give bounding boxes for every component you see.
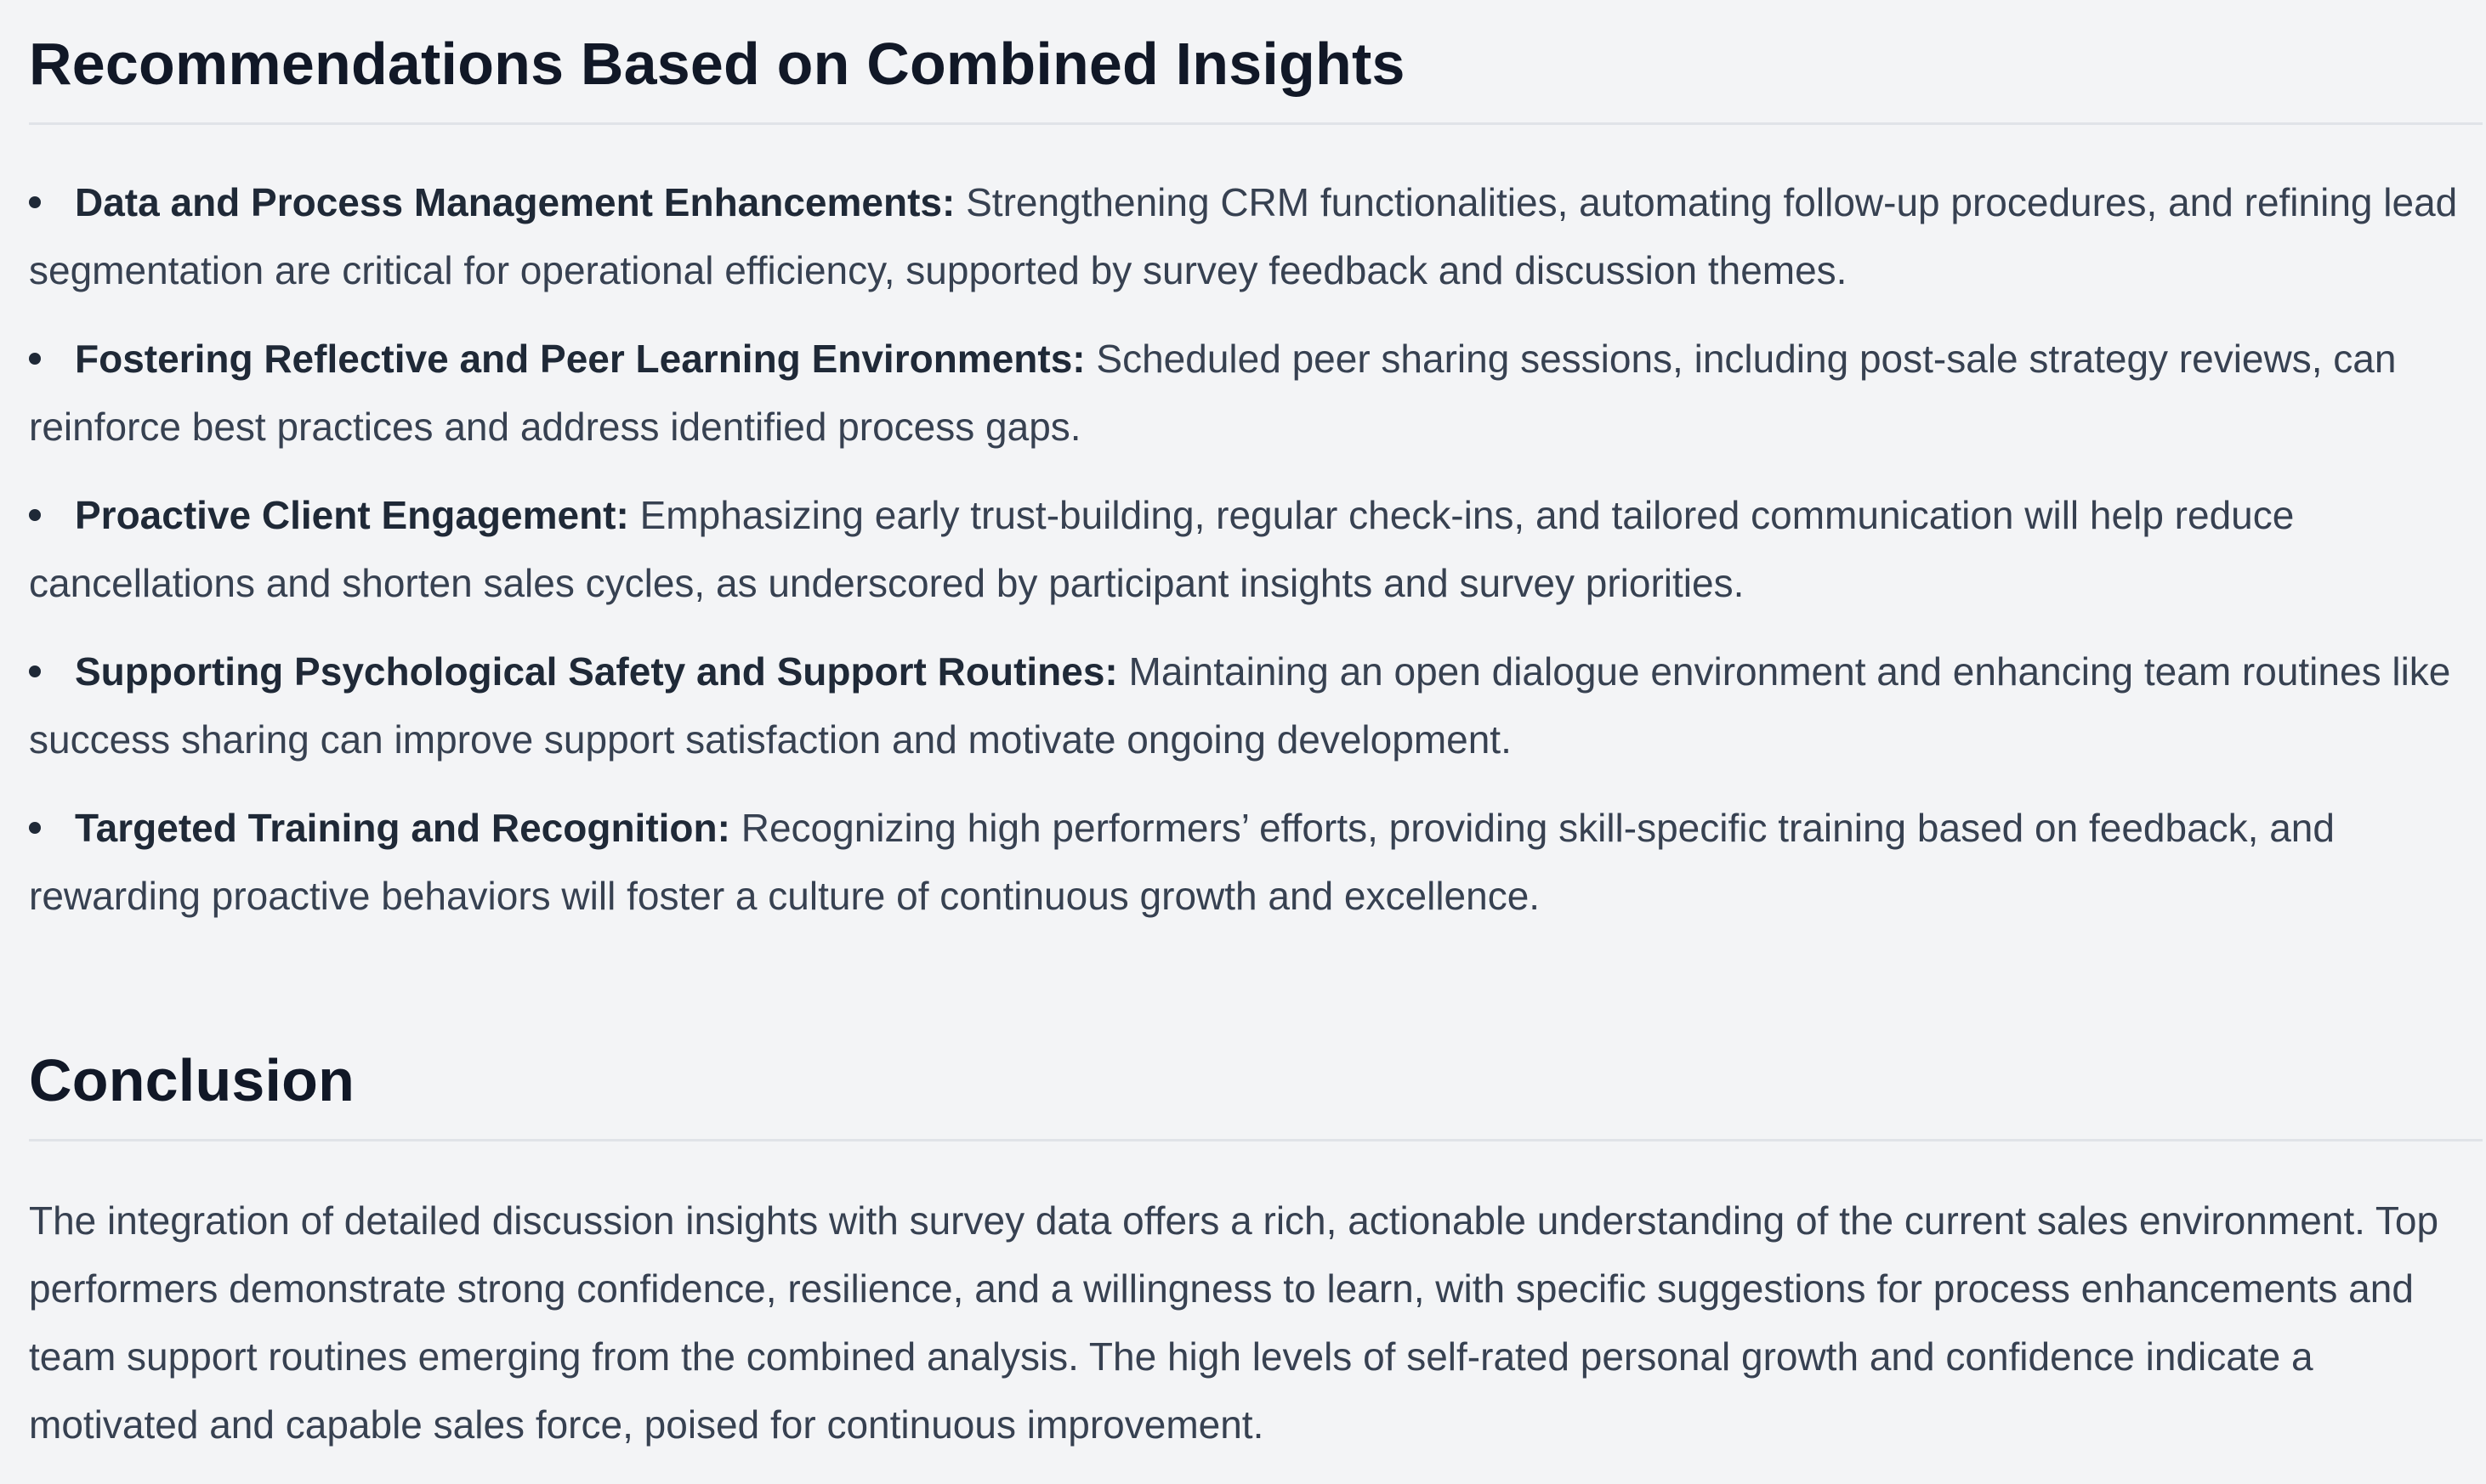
bullet-icon <box>29 666 41 677</box>
bullet-icon <box>29 509 41 521</box>
list-item-title: Supporting Psychological Safety and Support Routines: <box>75 649 1118 694</box>
recommendations-list <box>29 168 2469 950</box>
list-item-text: Strengthening CRM functionalities, automating follow-up procedures, and refining lead segmentation are critical for operational efficiency, supported by survey feedback and discussion themes. <box>29 180 2458 292</box>
list-item-text: Emphasizing early trust-building, regular check-ins, and tailored communication will help reduce cancellations and shorten sales cycles, as underscored by participant insights and survey priorities. <box>29 493 2295 605</box>
bullet-icon <box>29 196 41 208</box>
section-divider <box>29 1139 2483 1141</box>
list-item-title: Targeted Training and Recognition: <box>75 806 730 850</box>
list-item-text: Recognizing high performers’ efforts, providing skill-specific training based on feedback, and rewarding proactive behaviors will foster a culture of continuous growth and excellence. <box>29 806 2335 918</box>
recommendations-heading: Recommendations Based on Combined Insights <box>29 31 1405 97</box>
bullet-icon <box>29 353 41 365</box>
conclusion-heading: Conclusion <box>29 1047 355 1113</box>
list-item <box>29 794 2469 930</box>
list-item-text: Scheduled peer sharing sessions, including post-sale strategy reviews, can reinforce best practices and address identified process gaps. <box>29 337 2397 449</box>
list-item <box>29 168 2469 304</box>
list-item-title: Proactive Client Engagement: <box>75 493 629 537</box>
list-item-title: Fostering Reflective and Peer Learning Environments: <box>75 337 1086 381</box>
list-item <box>29 481 2469 617</box>
bullet-icon <box>29 822 41 834</box>
list-item-title: Data and Process Management Enhancements: <box>75 180 956 224</box>
list-item <box>29 325 2469 461</box>
list-item <box>29 637 2469 773</box>
list-item-text: Maintaining an open dialogue environment and enhancing team routines like success sharing can improve support satisfaction and motivate ongoing development. <box>29 649 2451 762</box>
section-divider <box>29 122 2483 125</box>
conclusion-paragraph: The integration of detailed discussion insights with survey data offers a rich, actionable understanding of the current sales environment. Top performers demonstrate strong confidence, resilience, and a willingness to learn, with specific suggestions for process enhancements and team support routines emerging from the combined analysis. The high levels of self-rated personal growth and confidence indicate a motivated and capable sales force, poised for continuous improvement. <box>29 1198 2439 1447</box>
